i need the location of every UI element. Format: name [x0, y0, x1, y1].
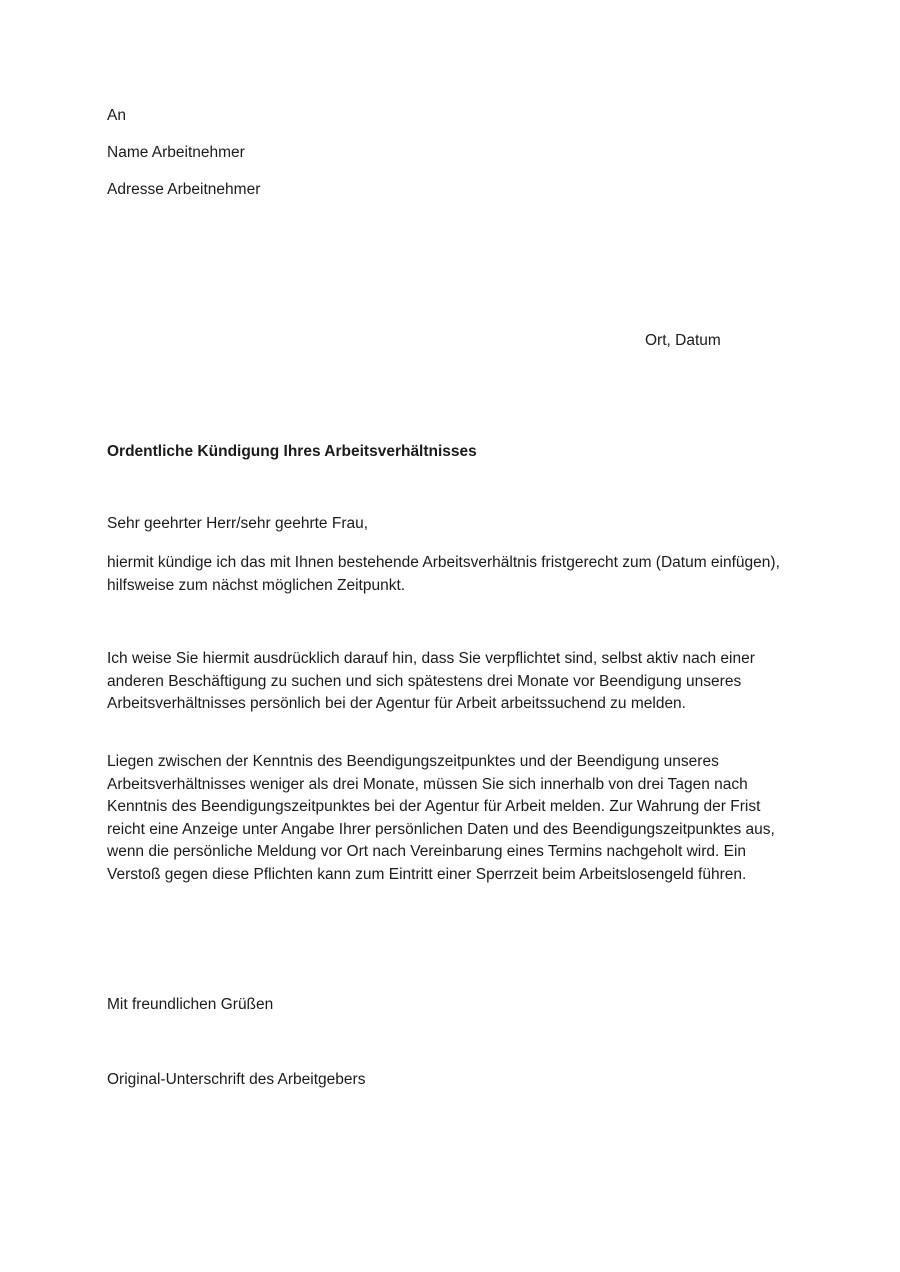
recipient-address: Adresse Arbeitnehmer [107, 181, 261, 198]
recipient-name: Name Arbeitnehmer [107, 144, 245, 161]
recipient-address-block [107, 106, 260, 217]
recipient-salutation-prefix: An [107, 107, 126, 124]
body-paragraph-obligation: Ich weise Sie hiermit ausdrücklich darauf hin, dass Sie verpflichtet sind, selbst aktiv nach einer anderen Beschäftigung zu suchen und sich spätestens drei Monate vor Beendigung unseres Arbeitsverhältnisses persönlich bei der Agentur für Arbeit arbeitssuchend zu melden. [107, 650, 755, 713]
subject-line: Ordentliche Kündigung Ihres Arbeitsverhältnisses [107, 443, 477, 460]
body-paragraph-notice: hiermit kündige ich das mit Ihnen bestehende Arbeitsverhältnis fristgerecht zum (Datum einfügen), hilfsweise zum nächst möglichen Zeitpunkt. [107, 554, 780, 594]
body-paragraph-deadline: Liegen zwischen der Kenntnis des Beendigungszeitpunktes und der Beendigung unseres Arbeitsverhältnisses weniger als drei Monate, müssen Sie sich innerhalb von drei Tagen nach Kenntnis des Beendigungszeitpunktes bei der Agentur für Arbeit melden. Zur Wahrung der Frist reicht eine Anzeige unter Angabe Ihrer persönlichen Daten und des Beendigungszeitpunktes aus, wenn die persönliche Meldung vor Ort nach Vereinbarung eines Termins nachgeholt wird. Ein Verstoß gegen diese Pflichten kann zum Eintritt einer Sperrzeit beim Arbeitslosengeld führen. [107, 753, 775, 883]
place-date-line: Ort, Datum [645, 332, 721, 349]
closing-line: Mit freundlichen Grüßen [107, 996, 274, 1013]
salutation-line: Sehr geehrter Herr/sehr geehrte Frau, [107, 515, 369, 532]
signature-note-line: Original-Unterschrift des Arbeitgebers [107, 1071, 366, 1088]
